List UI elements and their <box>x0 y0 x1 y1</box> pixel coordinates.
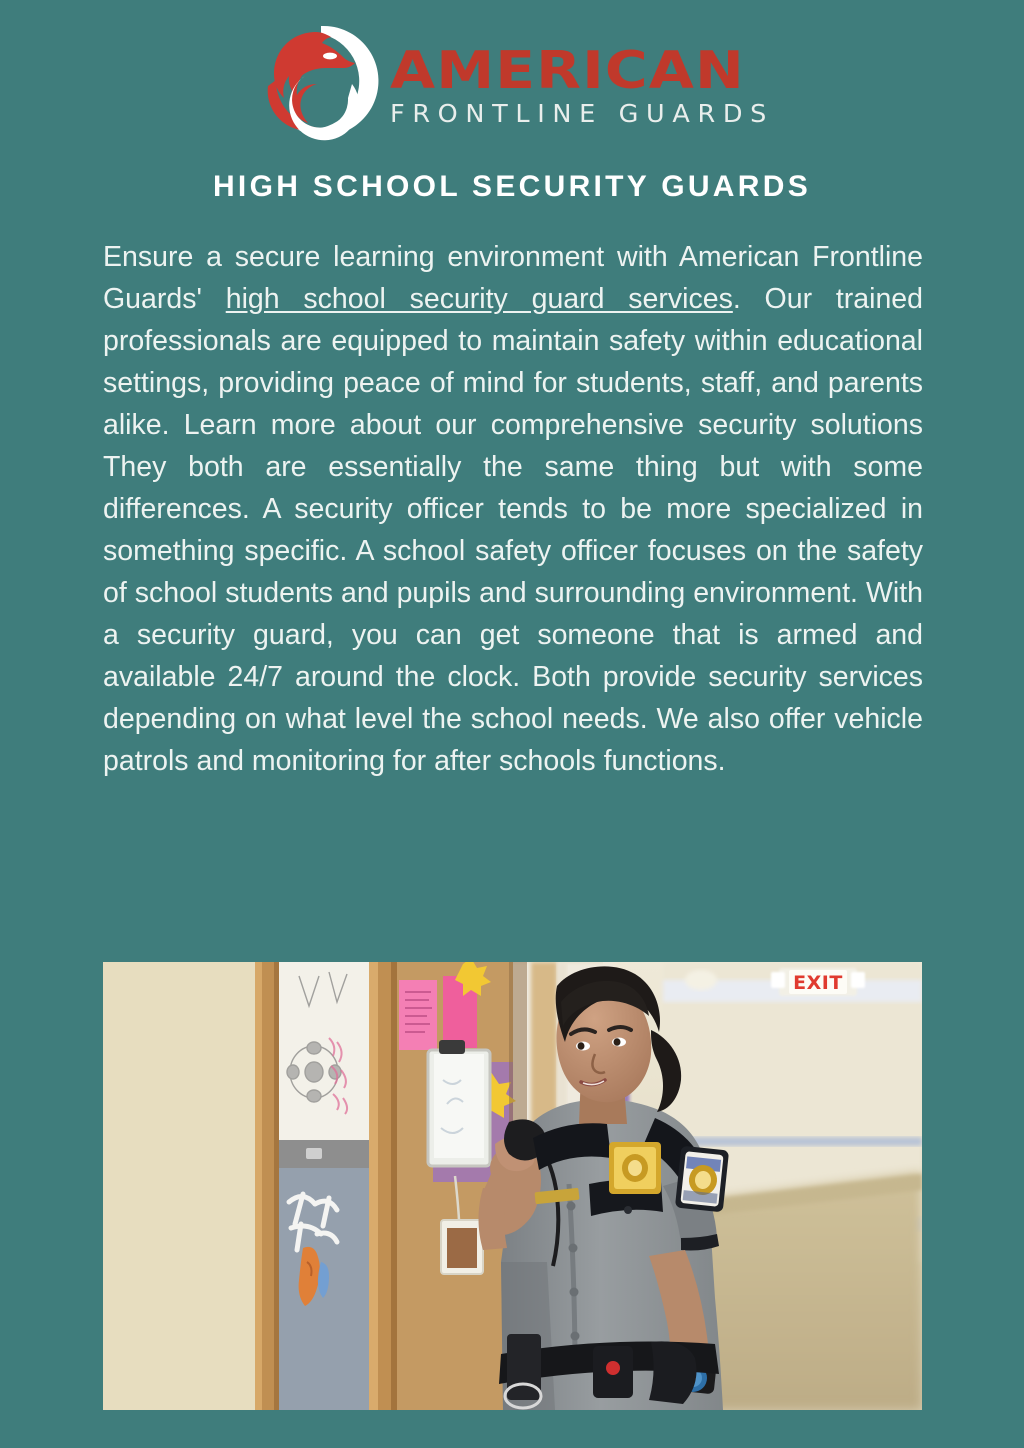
svg-text:EXIT: EXIT <box>793 972 843 994</box>
school-security-guard-photo <box>103 962 922 1410</box>
logo-wrapper <box>258 18 774 144</box>
body-text-part-1: Ensure a secure learning environment with American Frontline Guards' <box>103 241 923 315</box>
brand-wordmark <box>389 33 774 128</box>
body-paragraph <box>103 236 923 782</box>
shoulder-patch <box>675 1146 729 1213</box>
brand-name-top: AMERICAN <box>389 41 745 102</box>
page-title: HIGH SCHOOL SECURITY GUARDS <box>212 170 812 203</box>
eagle-head-in-circle-icon <box>258 18 384 144</box>
high-school-security-guard-services-link[interactable]: high school security guard services <box>225 283 733 315</box>
body-text-part-2: . Our trained professionals are equipped to maintain safety within educational settings, providing peace of mind for students, staff, and parents alike. Learn more about our comprehensive security solutions They both are essentially the same thing but with some differences. A security officer tends to be more specialized in something specific. A school safety officer focuses on the safety of school students and pupils and surrounding environment. With a security guard, you can get someone that is armed and available 24/7 around the clock. Both provide security services depending on what level the school needs. We also offer vehicle patrols and monitoring for after schools functions. <box>103 283 924 777</box>
exit-sign <box>771 968 865 996</box>
badge <box>609 1142 661 1194</box>
brand-logo <box>0 16 1024 146</box>
brand-name-bottom: FRONTLINE GUARDS <box>389 98 774 128</box>
